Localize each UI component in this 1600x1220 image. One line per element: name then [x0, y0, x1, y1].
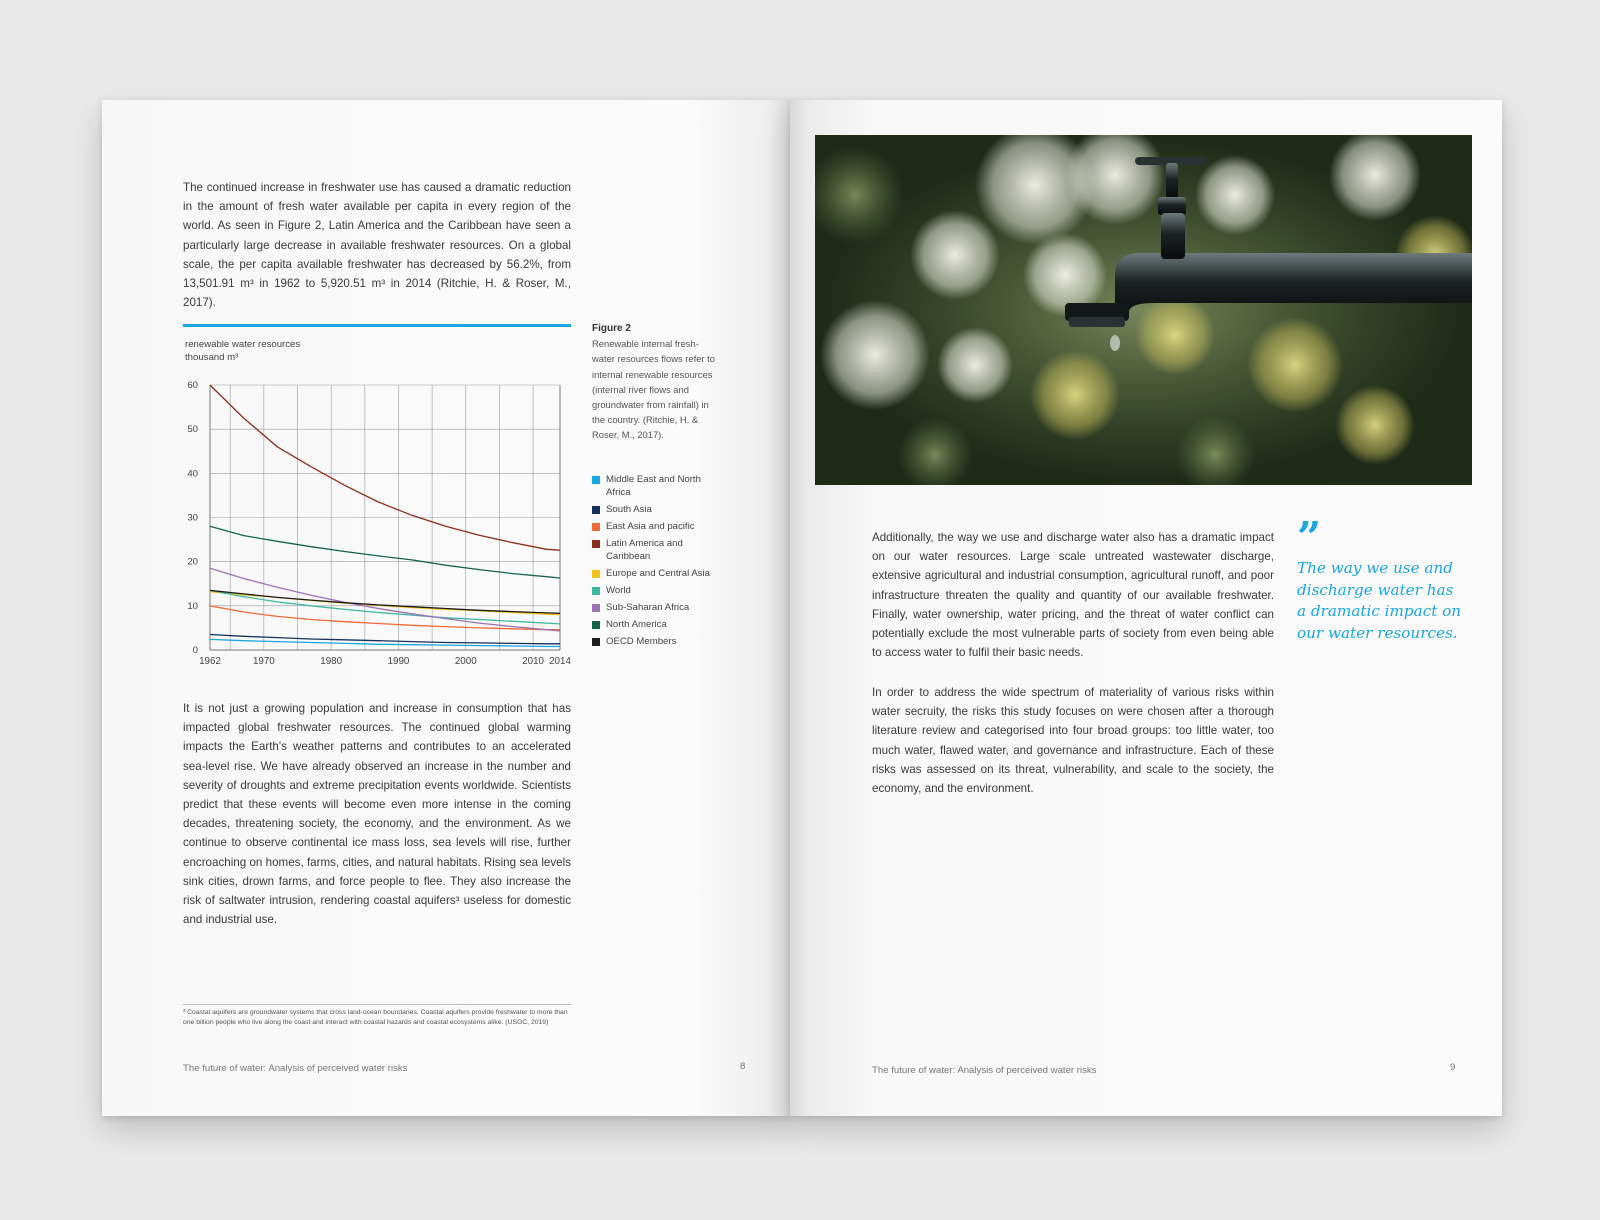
- chart-axis-label: [185, 338, 300, 364]
- legend-label: East Asia and pacific: [606, 521, 695, 532]
- x-tick-label: 2000: [454, 656, 477, 667]
- legend-label: South Asia: [606, 504, 652, 515]
- series-line-7: [210, 526, 560, 578]
- legend-swatch: [592, 621, 600, 629]
- right-footer-title: The future of water: Analysis of perceived water risks: [872, 1065, 1097, 1076]
- legend-item: [592, 537, 722, 563]
- legend-swatch: [592, 523, 600, 531]
- legend-item: [592, 635, 722, 648]
- legend-item: [592, 473, 722, 499]
- faucet-image: [815, 135, 1472, 485]
- y-tick-label: 50: [187, 424, 198, 436]
- left-paragraph-2: It is not just a growing population and increase in consumption that has impacted global freshwater resources. The continued global warming impacts the Earth's weather patterns and contributes to an accelerated sea-level rise. We have already observed an increase in the number and severity of droughts and extreme precipitation events worldwide. Scientists predict that these events will become even more intense in the coming decades, threatening society, the economy, and the environment. As we continue to observe continental ice mass loss, sea levels will rise, further encroaching on homes, farms, cities, and natural habitats. Rising sea levels sink cities, drown farms, and force people to flee. They also increase the risk of saltwater intrusion, rendering coastal aquifers³ useless for domestic and industrial use.: [183, 702, 571, 927]
- footnote-divider: [183, 1004, 571, 1005]
- chart-top-rule: [183, 324, 571, 327]
- legend-label: Middle East and North Africa: [606, 474, 701, 498]
- legend-label: Europe and Central Asia: [606, 568, 710, 579]
- legend-swatch: [592, 587, 600, 595]
- figure-caption-block: [592, 321, 720, 443]
- chart-legend: [592, 473, 722, 652]
- x-tick-label: 1962: [199, 656, 221, 667]
- legend-swatch: [592, 540, 600, 548]
- y-tick-label: 30: [187, 512, 198, 524]
- y-tick-label: 10: [187, 600, 198, 612]
- x-tick-label: 1980: [320, 656, 343, 667]
- quote-mark-icon: ”: [1297, 513, 1322, 562]
- legend-item: [592, 618, 722, 631]
- right-page-number: 9: [1450, 1062, 1456, 1073]
- footnote: ³ Coastal aquifers are groundwater systems that cross land-ocean boundaries. Coastal aquifers provide freshwater to more than one billion people who live along the coast and interact with coastal hazards and coastal ecosystems alike. (USGC, 2019): [183, 1009, 568, 1026]
- legend-item: [592, 520, 722, 533]
- y-tick-label: 20: [187, 556, 198, 568]
- legend-swatch: [592, 476, 600, 484]
- legend-item: [592, 601, 722, 614]
- x-tick-label: 1970: [252, 656, 275, 667]
- pull-quote: The way we use and discharge water has a dramatic impact on our water resources.: [1297, 559, 1462, 642]
- legend-label: North America: [606, 619, 667, 630]
- legend-swatch: [592, 570, 600, 578]
- legend-label: World: [606, 585, 631, 596]
- left-page-number: 8: [740, 1061, 746, 1072]
- freshwater-line-chart: [183, 370, 573, 670]
- left-paragraph-1: The continued increase in freshwater use has caused a dramatic reduction in the amount of fresh water available per capita in every region of the world. As seen in Figure 2, Latin America and the Caribbean have seen a particularly large decrease in available freshwater resources. On a global scale, the per capita available freshwater has decreased by 56.2%, from 13,501.91 m³ in 1962 to 5,920.51 m³ in 2014 (Ritchie, H. & Roser, M., 2017).: [183, 181, 571, 310]
- series-line-3: [210, 385, 560, 550]
- legend-swatch: [592, 506, 600, 514]
- x-tick-label: 2010: [522, 656, 544, 667]
- legend-label: OECD Members: [606, 636, 677, 647]
- right-paragraph-2: In order to address the wide spectrum of materiality of various risks within water secruity, the risks this study focuses on were chosen after a thorough literature review and categorised into four broad groups: too little water, too much water, flawed water, and governance and infrastructure. Each of these risks was assessed on its threat, vulnerability, and scale to the society, the economy, and the environment.: [872, 686, 1274, 796]
- legend-label: Latin America and Caribbean: [606, 538, 683, 562]
- legend-swatch: [592, 638, 600, 646]
- x-tick-label: 1990: [387, 656, 410, 667]
- y-tick-label: 0: [192, 645, 198, 656]
- legend-item: [592, 567, 722, 580]
- chart-ylabel: renewable water resources: [185, 339, 301, 350]
- series-line-1: [210, 635, 560, 644]
- figure-caption: Renewable internal fresh-water resources flows refer to internal renewable resources (internal river flows and groundwater from rainfall) in the country. (Ritchie, H. & Roser, M., 2017).: [592, 338, 715, 441]
- right-paragraph-1: Additionally, the way we use and discharge water also has a dramatic impact on our water resources. Large scale untreated wastewater discharge, extensive agricultural and industrial consumption, agricultural runoff, and poor infrastructure threaten the quality and quantity of our available freshwater. Finally, water ownership, water pricing, and the threat of water conflict can potentially exclude the most vulnerable parts of society from even being able to access water to fulfil their basic needs.: [872, 531, 1274, 660]
- y-tick-label: 40: [187, 468, 198, 480]
- legend-label: Sub-Saharan Africa: [606, 602, 690, 613]
- figure-label: Figure 2: [592, 323, 631, 334]
- faucet-photo: [815, 135, 1472, 485]
- chart-yunit: thousand m³: [185, 352, 239, 363]
- x-tick-label: 2014: [549, 656, 571, 667]
- legend-item: [592, 584, 722, 597]
- legend-item: [592, 503, 722, 516]
- y-tick-label: 60: [187, 380, 198, 391]
- legend-swatch: [592, 604, 600, 612]
- left-footer-title: The future of water: Analysis of perceived water risks: [183, 1063, 408, 1074]
